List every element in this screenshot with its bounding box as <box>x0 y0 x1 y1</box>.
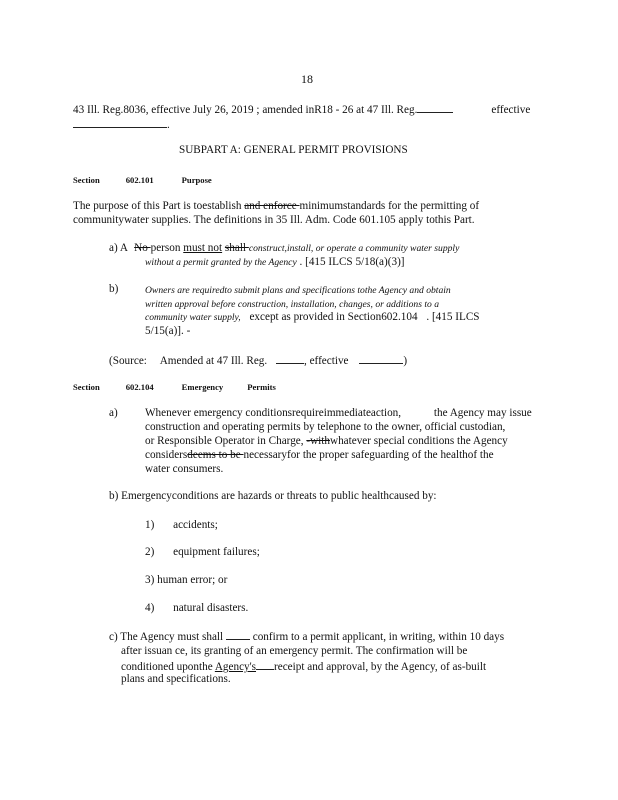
struck-and-enforce: and enforce <box>244 200 300 212</box>
source-label: (Source: <box>109 355 147 367</box>
subsection-a-citation: . [415 ILCS 5/18(a)(3)] <box>299 256 405 268</box>
history-text: 43 Ill. Reg.8036, effective July 26, 2019 ; amended inR18 - 26 at 47 Ill. Reg. <box>73 104 418 116</box>
source-close: ) <box>403 355 408 367</box>
a-line4-a: considers <box>145 449 188 461</box>
section-104-a-marker: a) <box>109 407 118 419</box>
section-104-a-line-3 <box>145 435 508 448</box>
struck-blank <box>226 632 250 640</box>
source-amended: Amended at 47 Ill. Reg. <box>159 355 268 367</box>
inserted-agencys: Agency's <box>214 661 257 673</box>
c-line3-a: conditioned uponthe <box>121 661 215 673</box>
purpose-line-1 <box>73 200 479 213</box>
purpose-line-2: communitywater supplies. The definitions in 35 Ill. Adm. Code 601.105 apply tothis Part. <box>73 214 475 226</box>
purpose-text-a: The purpose of this Part is toestablish <box>73 200 245 212</box>
list-item-marker: 1) <box>145 519 155 531</box>
subsection-a-line-1 <box>109 242 459 255</box>
subsection-b-line-3 <box>145 311 480 324</box>
source-note <box>109 353 407 368</box>
list-item <box>145 574 227 587</box>
a-line4-b: necessaryfor the proper safeguarding of the healthof the <box>243 449 494 461</box>
section-104-heading <box>73 381 276 394</box>
section-104-c-line-4: plans and specifications. <box>121 673 231 685</box>
source-blank-effective <box>359 353 403 364</box>
subsection-b-citation: . [415 ILCS <box>426 311 480 323</box>
subsection-b-marker: b) <box>109 283 119 295</box>
section-number: 602.104 <box>125 382 154 392</box>
a-line1-b: the Agency may issue <box>433 407 532 419</box>
list-item-marker: 3) <box>145 574 155 586</box>
a-line1-a: Whenever emergency conditionsrequireimmediateaction, <box>145 407 402 419</box>
history-blank-effective <box>73 117 167 128</box>
source-effective: , effective <box>304 355 349 367</box>
struck-with: -with <box>306 435 330 447</box>
c-line1-a: c) The Agency must shall <box>109 631 226 643</box>
subsection-a-italic-2: without a permit granted by the Agency <box>145 257 297 268</box>
subsection-b-except: except as provided in Section602.104 <box>249 311 418 323</box>
page-number: 18 <box>301 72 313 86</box>
list-item <box>145 602 248 615</box>
section-title-1: Emergency <box>181 382 224 392</box>
c-line3-b: receipt and approval, by the Agency, of as-built <box>274 661 487 673</box>
underline-gap <box>256 659 274 670</box>
source-blank-reg <box>276 353 304 364</box>
list-item <box>145 519 218 532</box>
section-104-c-line-3 <box>121 659 486 674</box>
history-line <box>73 102 530 117</box>
subpart-heading: SUBPART A: GENERAL PERMIT PROVISIONS <box>179 144 408 156</box>
person-word: person <box>150 242 181 254</box>
subsection-b-line-1 <box>145 284 451 297</box>
subsection-a-marker: a) A <box>109 242 128 254</box>
a-line3-b: whatever special conditions the Agency <box>329 435 508 447</box>
subsection-b-italic-1: Owners are requiredto submit plans and specifications tothe Agency and obtain <box>145 285 451 296</box>
history-blank-reg <box>417 102 453 113</box>
list-item-marker: 4) <box>145 602 155 614</box>
subsection-a-italic-1: construct,install, or operate a community water supply <box>248 243 460 254</box>
list-item-text: accidents; <box>173 519 218 531</box>
struck-shall: shall <box>224 242 249 254</box>
subsection-b-line-2 <box>145 298 439 311</box>
section-104-a-line-5: water consumers. <box>145 463 224 475</box>
section-104-b-line: b) Emergencyconditions are hazards or threats to public healthcaused by: <box>109 490 437 502</box>
list-item-marker: 2) <box>145 546 155 558</box>
section-title-2: Permits <box>247 382 276 392</box>
list-item-text: human error; or <box>157 574 228 586</box>
a-line3-a: or Responsible Operator in Charge, <box>145 435 307 447</box>
section-title: Purpose <box>181 175 212 185</box>
section-number: 602.101 <box>125 175 154 185</box>
subsection-b-italic-2: written approval before construction, installation, changes, or additions to a <box>145 299 440 310</box>
section-104-a-line-1 <box>145 407 532 420</box>
inserted-must-not: must not <box>183 242 223 254</box>
subsection-b-italic-3: community water supply, <box>145 312 241 323</box>
purpose-text-b: minimumstandards for the permitting of <box>299 200 480 212</box>
section-label: Section <box>73 382 100 392</box>
section-104-a-line-4 <box>145 449 494 462</box>
history-period: . <box>167 119 170 131</box>
list-item-text: natural disasters. <box>173 602 249 614</box>
struck-no: No <box>134 242 151 254</box>
c-line1-b: confirm to a permit applicant, in writing, within 10 days <box>252 631 505 643</box>
list-item <box>145 546 260 559</box>
section-104-c-line-2: after issuan ce, its granting of an emergency permit. The confirmation will be <box>121 645 468 657</box>
section-101-heading <box>73 174 212 187</box>
struck-deems-to-be: deems to be <box>187 449 244 461</box>
subsection-b-line-4: 5/15(a)]. - <box>145 325 191 337</box>
section-label: Section <box>73 175 100 185</box>
section-104-c-line-1 <box>109 631 504 644</box>
list-item-text: equipment failures; <box>173 546 260 558</box>
history-effective: effective <box>491 104 531 116</box>
history-line-2 <box>73 117 170 132</box>
section-104-a-line-2: construction and operating permits by telephone to the owner, official custodian, <box>145 421 506 433</box>
subsection-a-line-2 <box>145 256 405 269</box>
